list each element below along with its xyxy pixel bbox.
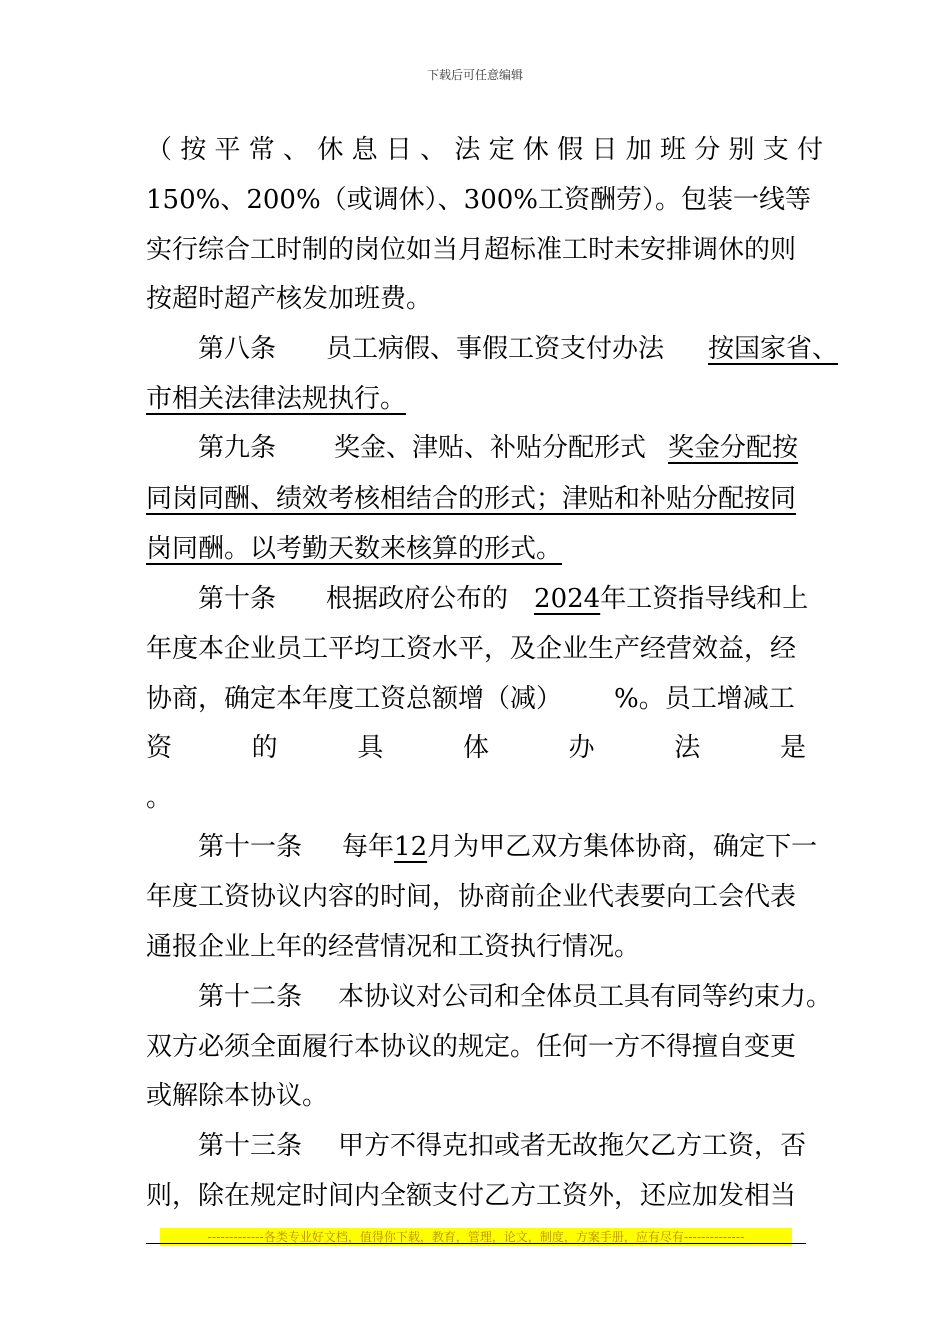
paragraph-line: （ 按 平 常 、 休 息 日 、 法 定 休 假 日 加 班 分 别 支 付 — [146, 135, 824, 165]
paragraph-line: 。 — [146, 783, 173, 813]
article-8-fill: 按国家省、 — [708, 334, 839, 364]
article-11-month: 12 — [394, 832, 428, 862]
paragraph-line: 150%、200%（或调休）、300%工资酬劳）。包装一线等 — [146, 185, 811, 215]
article-11-text: 每年 — [342, 832, 395, 862]
article-10-line-3 — [146, 686, 795, 712]
justified-char: 具 — [357, 733, 384, 763]
paragraph-line: 按超时超产核发加班费。 — [146, 284, 433, 314]
article-8-line-2 — [146, 386, 442, 412]
article-13-heading: 第十三条 — [198, 1131, 303, 1161]
article-13-text: 甲方不得克扣或者无故拖欠乙方工资，否 — [338, 1131, 807, 1161]
justified-char: 办 — [568, 733, 595, 763]
justified-char: 法 — [674, 733, 701, 763]
article-9-line-2 — [146, 486, 796, 512]
paragraph-line: 双方必须全面履行本协议的规定。任何一方不得擅自变更 — [146, 1032, 797, 1062]
article-10-line-1 — [198, 586, 808, 612]
article-9-line-1 — [198, 435, 798, 461]
article-10-percent-blank — [562, 684, 614, 714]
article-8-heading: 第八条 — [198, 334, 277, 364]
article-11-text-b: 月为甲乙双方集体协商，确定下一 — [427, 832, 818, 862]
article-11-heading: 第十一条 — [198, 832, 303, 862]
article-12-line-1 — [198, 984, 832, 1010]
article-9-heading: 第九条 — [198, 433, 277, 463]
page-header: 下载后可任意编辑 — [426, 68, 523, 82]
paragraph-line: 或解除本协议。 — [146, 1081, 329, 1111]
justified-char: 体 — [462, 733, 489, 763]
article-13-line-1 — [198, 1133, 806, 1159]
justified-char: 资 — [146, 733, 173, 763]
footer-banner: -------------各类专业好文档，值得你下载，教育，管理，论文，制度，方案手册，应有尽有-------------- — [160, 1228, 792, 1246]
article-10-text: 根据政府公布的 — [326, 584, 509, 614]
paragraph-line: 实行综合工时制的岗位如当月超标准工时未安排调休的则 — [146, 235, 797, 265]
article-10-text-b: 年工资指导线和上 — [600, 584, 809, 614]
article-9-fill-cont: 同岗同酬、绩效考核相结合的形式；津贴和补贴分配按同 — [146, 484, 797, 514]
justified-char: 是 — [779, 733, 806, 763]
article-10-text-d: %。员工增减工 — [614, 684, 795, 714]
paragraph-line: 则，除在规定时间内全额支付乙方工资外，还应加发相当 — [146, 1181, 797, 1211]
footer-divider — [146, 1243, 806, 1244]
article-12-heading: 第十二条 — [198, 982, 303, 1012]
article-8-text: 员工病假、事假工资支付办法 — [326, 334, 665, 364]
article-8-fill-cont: 市相关法律法规执行。 — [146, 384, 407, 414]
article-10-line-4 — [146, 735, 806, 761]
paragraph-line: 通报企业上年的经营情况和工资执行情况。 — [146, 932, 641, 962]
article-10-text-c: 协商，确定本年度工资总额增（减） — [146, 684, 563, 714]
article-9-text: 奖金、津贴、补贴分配形式 — [334, 433, 647, 463]
paragraph-line: 年度工资协议内容的时间，协商前企业代表要向工会代表 — [146, 882, 797, 912]
article-12-text: 本协议对公司和全体员工具有同等约束力。 — [338, 982, 833, 1012]
article-9-fill: 奖金分配按 — [668, 433, 799, 463]
article-8-line-1 — [198, 336, 838, 362]
article-10-year: 2024 — [534, 584, 601, 614]
justified-char: 的 — [251, 733, 278, 763]
article-9-fill-end: 岗同酬。以考勤天数来核算的形式。 — [146, 534, 563, 564]
article-9-line-3 — [146, 536, 608, 562]
paragraph-line: 年度本企业员工平均工资水平，及企业生产经营效益，经 — [146, 634, 797, 664]
article-11-line-1 — [198, 834, 817, 860]
article-10-heading: 第十条 — [198, 584, 277, 614]
